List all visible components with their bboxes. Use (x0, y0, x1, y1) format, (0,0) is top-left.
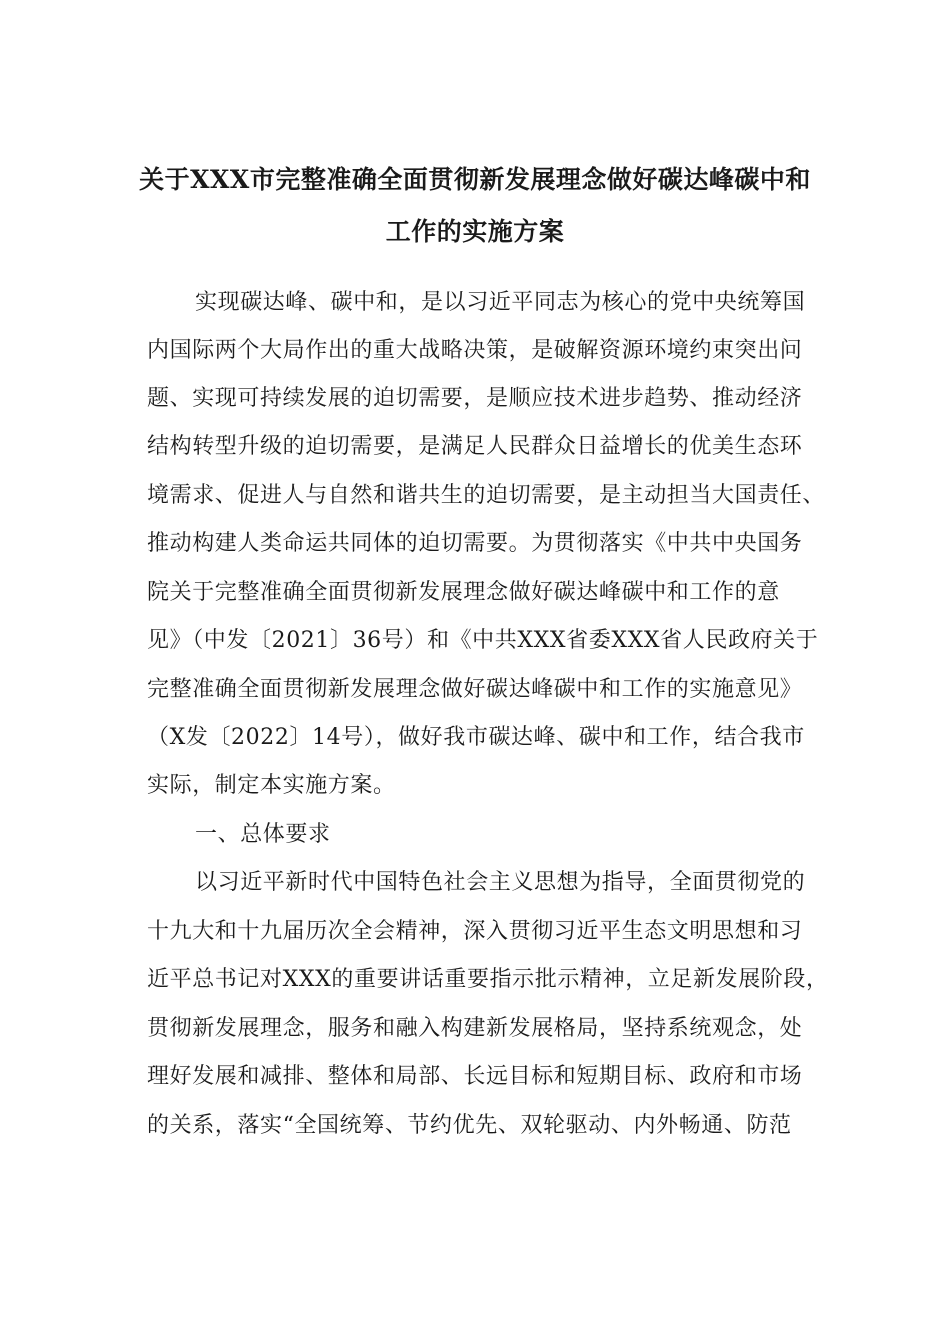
paragraph-1-line-10: （X发〔2022〕14号），做好我市碳达峰、碳中和工作，结合我市 (147, 725, 805, 750)
paragraph-1-line-8: 见》（中发〔2021〕36号）和《中共XXX省委XXX省人民政府关于 (147, 628, 819, 653)
document-title-line-2: 工作的实施方案 (385, 217, 565, 246)
paragraph-2-line-1: 以习近平新时代中国特色社会主义思想为指导，全面贯彻党的 (195, 870, 806, 895)
paragraph-2-line-3: 近平总书记对XXX的重要讲话重要指示批示精神，立足新发展阶段， (147, 967, 829, 992)
paragraph-1-line-11: 实际，制定本实施方案。 (147, 773, 396, 798)
paragraph-1-line-4: 结构转型升级的迫切需要，是满足人民群众日益增长的优美生态环 (147, 434, 803, 459)
paragraph-1-line-6: 推动构建人类命运共同体的迫切需要。为贯彻落实《中共中央国务 (147, 531, 803, 556)
paragraph-1-line-5: 境需求、促进人与自然和谐共生的迫切需要，是主动担当大国责任、 (147, 483, 826, 508)
paragraph-1-line-7: 院关于完整准确全面贯彻新发展理念做好碳达峰碳中和工作的意 (147, 580, 780, 605)
document-title-line-1: 关于XXX市完整准确全面贯彻新发展理念做好碳达峰碳中和 (139, 165, 811, 194)
paragraph-1-line-9: 完整准确全面贯彻新发展理念做好碳达峰碳中和工作的实施意见》 (147, 677, 803, 702)
paragraph-2-line-6: 的关系，落实“全国统筹、节约优先、双轮驱动、内外畅通、防范 (147, 1113, 792, 1138)
paragraph-1-line-3: 题、实现可持续发展的迫切需要，是顺应技术进步趋势、推动经济 (147, 386, 803, 411)
paragraph-1-line-2: 内国际两个大局作出的重大战略决策，是破解资源环境约束突出问 (147, 338, 803, 363)
paragraph-1-line-1: 实现碳达峰、碳中和，是以习近平同志为核心的党中央统筹国 (195, 290, 806, 315)
paragraph-2-line-4: 贯彻新发展理念，服务和融入构建新发展格局，坚持系统观念，处 (147, 1016, 803, 1041)
paragraph-2-line-2: 十九大和十九届历次全会精神，深入贯彻习近平生态文明思想和习 (147, 919, 803, 944)
section-heading: 一、总体要求 (195, 822, 331, 847)
paragraph-2-line-5: 理好发展和减排、整体和局部、长远目标和短期目标、政府和市场 (147, 1064, 803, 1089)
